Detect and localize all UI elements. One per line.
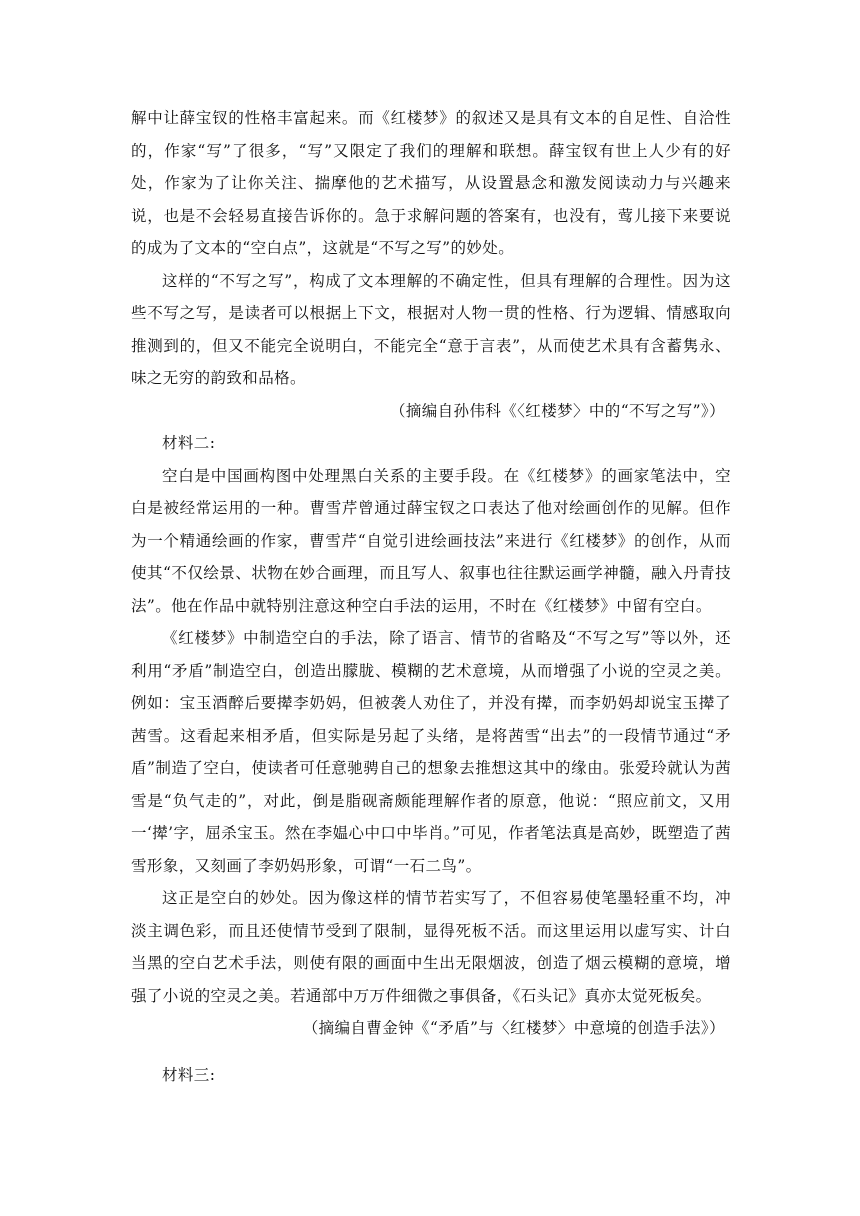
source-citation-2: （摘编自曹金钟《“矛盾”与〈红楼梦〉中意境的创造手法》） [302, 1019, 725, 1037]
paragraph-not-writing: 这样的“不写之写”，构成了文本理解的不确定性，但具有理解的合理性。因为这些不写之写，是读者可以根据上下文，根据对人物一贯的性格、行为逻辑、情感取向推测到的，但又不能完全说明白，不能完全“意于言表”，从而使艺术具有含蓄隽永、味之无穷的韵致和品格。 [131, 271, 731, 387]
paragraph-contradiction: 《红楼梦》中制造空白的手法，除了语言、情节的省略及“不写之写”等以外，还利用“矛盾”制造空白，创造出朦胧、模糊的艺术意境，从而增强了小说的空灵之美。例如：宝玉酒醉后要撵李奶妈，但被袭人劝住了，并没有撵，而李奶妈却说宝玉撵了茜雪。这看起来相矛盾，但实际是另起了头绪，是将茜雪“出去”的一段情节通过“矛盾”制造了空白，使读者可任意驰骋自己的想象去推想这其中的缘由。张爱玲就认为茜雪是“负气走的”，对此，倒是脂砚斋颇能理解作者的原意，他说：“照应前文，又用一‘撵’字，屈杀宝玉。然在李媪心中口中毕肖。”可见，作者笔法真是高妙，既塑造了茜雪形象，又刻画了李奶妈形象，可谓“一石二鸟”。 [131, 629, 731, 875]
paragraph-blank-beauty: 这正是空白的妙处。因为像这样的情节若实写了，不但容易使笔墨轻重不均，冲淡主调色彩，而且还使情节受到了限制，显得死板不活。而这里运用以虚写实、计白当黑的空白艺术手法，则使有限的画面中生出无限烟波，创造了烟云模糊的意境，增强了小说的空灵之美。若通部中万万件细微之事俱备，《石头记》真亦太觉死板矣。 [131, 889, 731, 1005]
paragraph-blank-space: 空白是中国画构图中处理黑白关系的主要手段。在《红楼梦》的画家笔法中，空白是被经常运用的一种。曹雪芹曾通过薛宝钗之口表达了他对绘画创作的见解。但作为一个精通绘画的作家，曹雪芹“自觉引进绘画技法”来进行《红楼梦》的创作，从而使其“不仅绘景、状物在妙合画理，而且写人、叙事也往往默运画学神髓，融入丹青技法”。他在作品中就特别注意这种空白手法的运用，不时在《红楼梦》中留有空白。 [131, 466, 731, 615]
material-two-label: 材料二: [162, 434, 216, 452]
document-body [131, 102, 731, 1091]
material-three-label: 材料三: [162, 1065, 216, 1084]
source-citation-1: （摘编自孙伟科《〈红楼梦〉中的“不写之写”》） [389, 401, 725, 420]
paragraph-continuation: 解中让薛宝钗的性格丰富起来。而《红楼梦》的叙述又是具有文本的自足性、自洽性的，作家“写”了很多，“写”又限定了我们的理解和联想。薛宝钗有世上人少有的好处，作家为了让你关注、揣摩他的艺术描写，从设置悬念和激发阅读动力与兴趣来说，也是不会轻易直接告诉你的。急于求解问题的答案有，也没有，莺儿接下来要说的成为了文本的“空白点”，这就是“不写之写”的妙处。 [131, 109, 731, 257]
spacer [131, 1045, 731, 1059]
